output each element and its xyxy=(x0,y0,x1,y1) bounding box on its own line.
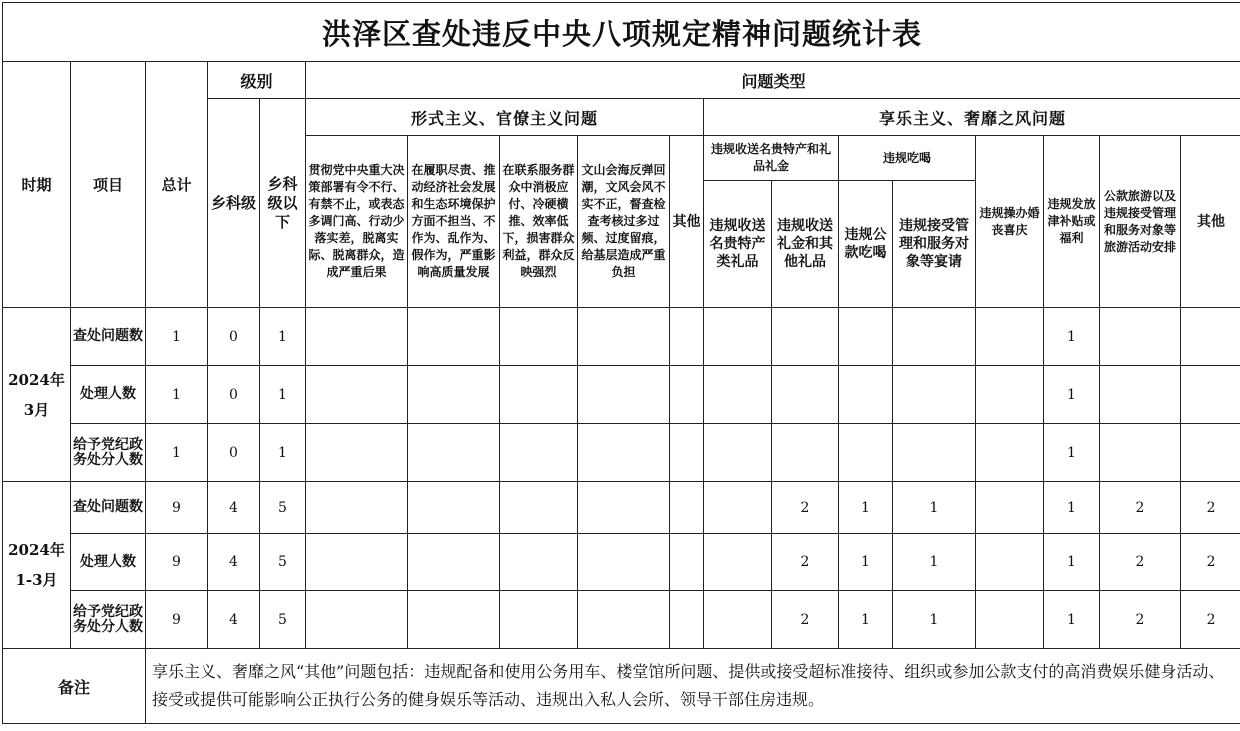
header-problem-type: 问题类型 xyxy=(306,62,1240,99)
header-travel: 公款旅游以及违规接受管理和服务对象等旅游活动安排 xyxy=(1100,136,1181,308)
value-cell-f5 xyxy=(670,366,704,424)
value-cell-f1 xyxy=(306,308,408,366)
header-gifts-group: 违规收送名贵特产和礼品礼金 xyxy=(704,136,839,181)
value-cell-h4 xyxy=(893,424,976,482)
value-cell-f5 xyxy=(670,424,704,482)
value-cell-f1 xyxy=(306,534,408,591)
value-cell-lvl_a: 4 xyxy=(208,534,260,591)
table-row xyxy=(3,591,1240,649)
value-cell-lvl_b: 1 xyxy=(260,424,306,482)
value-cell-f5 xyxy=(670,482,704,534)
value-cell-h7 xyxy=(1100,366,1181,424)
value-cell-h4: 1 xyxy=(893,482,976,534)
header-eat-public: 违规公款吃喝 xyxy=(839,181,893,308)
value-cell-h1 xyxy=(704,366,772,424)
value-cell-lvl_b: 1 xyxy=(260,366,306,424)
value-cell-lvl_b: 5 xyxy=(260,482,306,534)
header-formalism-col-1: 贯彻党中央重大决策部署有令不行、有禁不止，或表态多调门高、行动少落实差，脱离实际、脱离群众，造成严重后果 xyxy=(306,136,408,308)
table-row xyxy=(3,308,1240,366)
value-cell-lvl_a: 0 xyxy=(208,308,260,366)
value-cell-h5 xyxy=(976,424,1044,482)
value-cell-h1 xyxy=(704,482,772,534)
value-cell-f1 xyxy=(306,482,408,534)
value-cell-f3 xyxy=(500,308,578,366)
value-cell-h6: 1 xyxy=(1044,308,1100,366)
header-gift-specialty: 违规收送名贵特产类礼品 xyxy=(704,181,772,308)
value-cell-lvl_b: 5 xyxy=(260,591,306,649)
value-cell-f3 xyxy=(500,591,578,649)
value-cell-h2 xyxy=(772,308,839,366)
value-cell-lvl_b: 1 xyxy=(260,308,306,366)
value-cell-h5 xyxy=(976,591,1044,649)
value-cell-h3: 1 xyxy=(839,534,893,591)
value-cell-h5 xyxy=(976,366,1044,424)
value-cell-h2: 2 xyxy=(772,534,839,591)
value-cell-h7 xyxy=(1100,424,1181,482)
item-cell: 给予党纪政务处分人数 xyxy=(71,591,146,649)
value-cell-f4 xyxy=(578,482,670,534)
value-cell-h6: 1 xyxy=(1044,366,1100,424)
note-label: 备注 xyxy=(3,649,146,724)
value-cell-f3 xyxy=(500,366,578,424)
header-subsidy: 违规发放津补贴或福利 xyxy=(1044,136,1100,308)
value-cell-f2 xyxy=(408,424,500,482)
value-cell-h8: 2 xyxy=(1181,482,1240,534)
header-level-below: 乡科级以下 xyxy=(260,99,306,308)
value-cell-f1 xyxy=(306,424,408,482)
value-cell-h8: 2 xyxy=(1181,534,1240,591)
value-cell-f5 xyxy=(670,591,704,649)
value-cell-h6: 1 xyxy=(1044,591,1100,649)
value-cell-h3: 1 xyxy=(839,591,893,649)
value-cell-f4 xyxy=(578,591,670,649)
value-cell-lvl_a: 4 xyxy=(208,482,260,534)
header-period: 时期 xyxy=(3,62,71,308)
value-cell-h6: 1 xyxy=(1044,482,1100,534)
header-formalism-col-4: 文山会海反弹回潮，文风会风不实不正，督查检查考核过多过频、过度留痕，给基层造成严重负担 xyxy=(578,136,670,308)
value-cell-total: 1 xyxy=(146,308,208,366)
value-cell-f4 xyxy=(578,308,670,366)
table-row xyxy=(3,534,1240,591)
value-cell-f2 xyxy=(408,534,500,591)
value-cell-total: 1 xyxy=(146,366,208,424)
item-cell: 处理人数 xyxy=(71,534,146,591)
value-cell-f4 xyxy=(578,424,670,482)
header-hedonism: 享乐主义、奢靡之风问题 xyxy=(704,99,1240,136)
value-cell-h6: 1 xyxy=(1044,424,1100,482)
value-cell-h5 xyxy=(976,308,1044,366)
header-level-township: 乡科级 xyxy=(208,99,260,308)
header-total: 总计 xyxy=(146,62,208,308)
value-cell-h4: 1 xyxy=(893,534,976,591)
note-text: 享乐主义、奢靡之风“其他”问题包括：违规配备和使用公务用车、楼堂馆所问题、提供或接受超标准接待、组织或参加公款支付的高消费娱乐健身活动、接受或提供可能影响公正执行公务的健身娱乐等活动、违规出入私人会所、领导干部住房违规。 xyxy=(146,649,1240,724)
header-eating-group: 违规吃喝 xyxy=(839,136,976,181)
value-cell-h8 xyxy=(1181,366,1240,424)
value-cell-h1 xyxy=(704,424,772,482)
value-cell-h4 xyxy=(893,366,976,424)
item-cell: 处理人数 xyxy=(71,366,146,424)
value-cell-total: 9 xyxy=(146,591,208,649)
header-level: 级别 xyxy=(208,62,306,99)
value-cell-lvl_b: 5 xyxy=(260,534,306,591)
header-formalism: 形式主义、官僚主义问题 xyxy=(306,99,704,136)
value-cell-h5 xyxy=(976,482,1044,534)
value-cell-h2 xyxy=(772,366,839,424)
value-cell-h2: 2 xyxy=(772,482,839,534)
value-cell-f3 xyxy=(500,424,578,482)
value-cell-h7: 2 xyxy=(1100,482,1181,534)
table-title: 洪泽区查处违反中央八项规定精神问题统计表 xyxy=(3,3,1240,62)
value-cell-h5 xyxy=(976,534,1044,591)
value-cell-lvl_a: 0 xyxy=(208,366,260,424)
header-eat-banquet: 违规接受管理和服务对象等宴请 xyxy=(893,181,976,308)
value-cell-total: 9 xyxy=(146,482,208,534)
value-cell-h3 xyxy=(839,424,893,482)
value-cell-h7 xyxy=(1100,308,1181,366)
value-cell-h2: 2 xyxy=(772,591,839,649)
header-formalism-other: 其他 xyxy=(670,136,704,308)
value-cell-h4 xyxy=(893,308,976,366)
item-cell: 查处问题数 xyxy=(71,308,146,366)
value-cell-f1 xyxy=(306,591,408,649)
value-cell-f4 xyxy=(578,534,670,591)
value-cell-h1 xyxy=(704,534,772,591)
value-cell-h1 xyxy=(704,591,772,649)
value-cell-h2 xyxy=(772,424,839,482)
value-cell-lvl_a: 0 xyxy=(208,424,260,482)
table-row xyxy=(3,424,1240,482)
value-cell-f3 xyxy=(500,482,578,534)
value-cell-lvl_a: 4 xyxy=(208,591,260,649)
header-formalism-col-2: 在履职尽责、推动经济社会发展和生态环境保护方面不担当、不作为、乱作为、假作为，严重影响高质量发展 xyxy=(408,136,500,308)
value-cell-h8: 2 xyxy=(1181,591,1240,649)
value-cell-total: 1 xyxy=(146,424,208,482)
value-cell-h6: 1 xyxy=(1044,534,1100,591)
value-cell-f3 xyxy=(500,534,578,591)
header-item: 项目 xyxy=(71,62,146,308)
value-cell-h3 xyxy=(839,308,893,366)
value-cell-f5 xyxy=(670,534,704,591)
value-cell-f2 xyxy=(408,482,500,534)
value-cell-f2 xyxy=(408,308,500,366)
header-wedding: 违规操办婚丧喜庆 xyxy=(976,136,1044,308)
header-gift-money: 违规收送礼金和其他礼品 xyxy=(772,181,839,308)
value-cell-h8 xyxy=(1181,308,1240,366)
value-cell-f1 xyxy=(306,366,408,424)
value-cell-h1 xyxy=(704,308,772,366)
value-cell-total: 9 xyxy=(146,534,208,591)
value-cell-f2 xyxy=(408,591,500,649)
value-cell-h7: 2 xyxy=(1100,591,1181,649)
header-formalism-col-3: 在联系服务群众中消极应付、冷硬横推、效率低下，损害群众利益，群众反映强烈 xyxy=(500,136,578,308)
value-cell-h7: 2 xyxy=(1100,534,1181,591)
value-cell-f4 xyxy=(578,366,670,424)
value-cell-h4: 1 xyxy=(893,591,976,649)
value-cell-h3: 1 xyxy=(839,482,893,534)
table-row xyxy=(3,366,1240,424)
value-cell-h3 xyxy=(839,366,893,424)
table-row xyxy=(3,482,1240,534)
statistics-table xyxy=(2,2,1240,724)
value-cell-h8 xyxy=(1181,424,1240,482)
period-cell: 2024年1-3月 xyxy=(3,482,71,649)
header-hedonism-other: 其他 xyxy=(1181,136,1240,308)
item-cell: 查处问题数 xyxy=(71,482,146,534)
value-cell-f2 xyxy=(408,366,500,424)
period-cell: 2024年3月 xyxy=(3,308,71,482)
value-cell-f5 xyxy=(670,308,704,366)
item-cell: 给予党纪政务处分人数 xyxy=(71,424,146,482)
